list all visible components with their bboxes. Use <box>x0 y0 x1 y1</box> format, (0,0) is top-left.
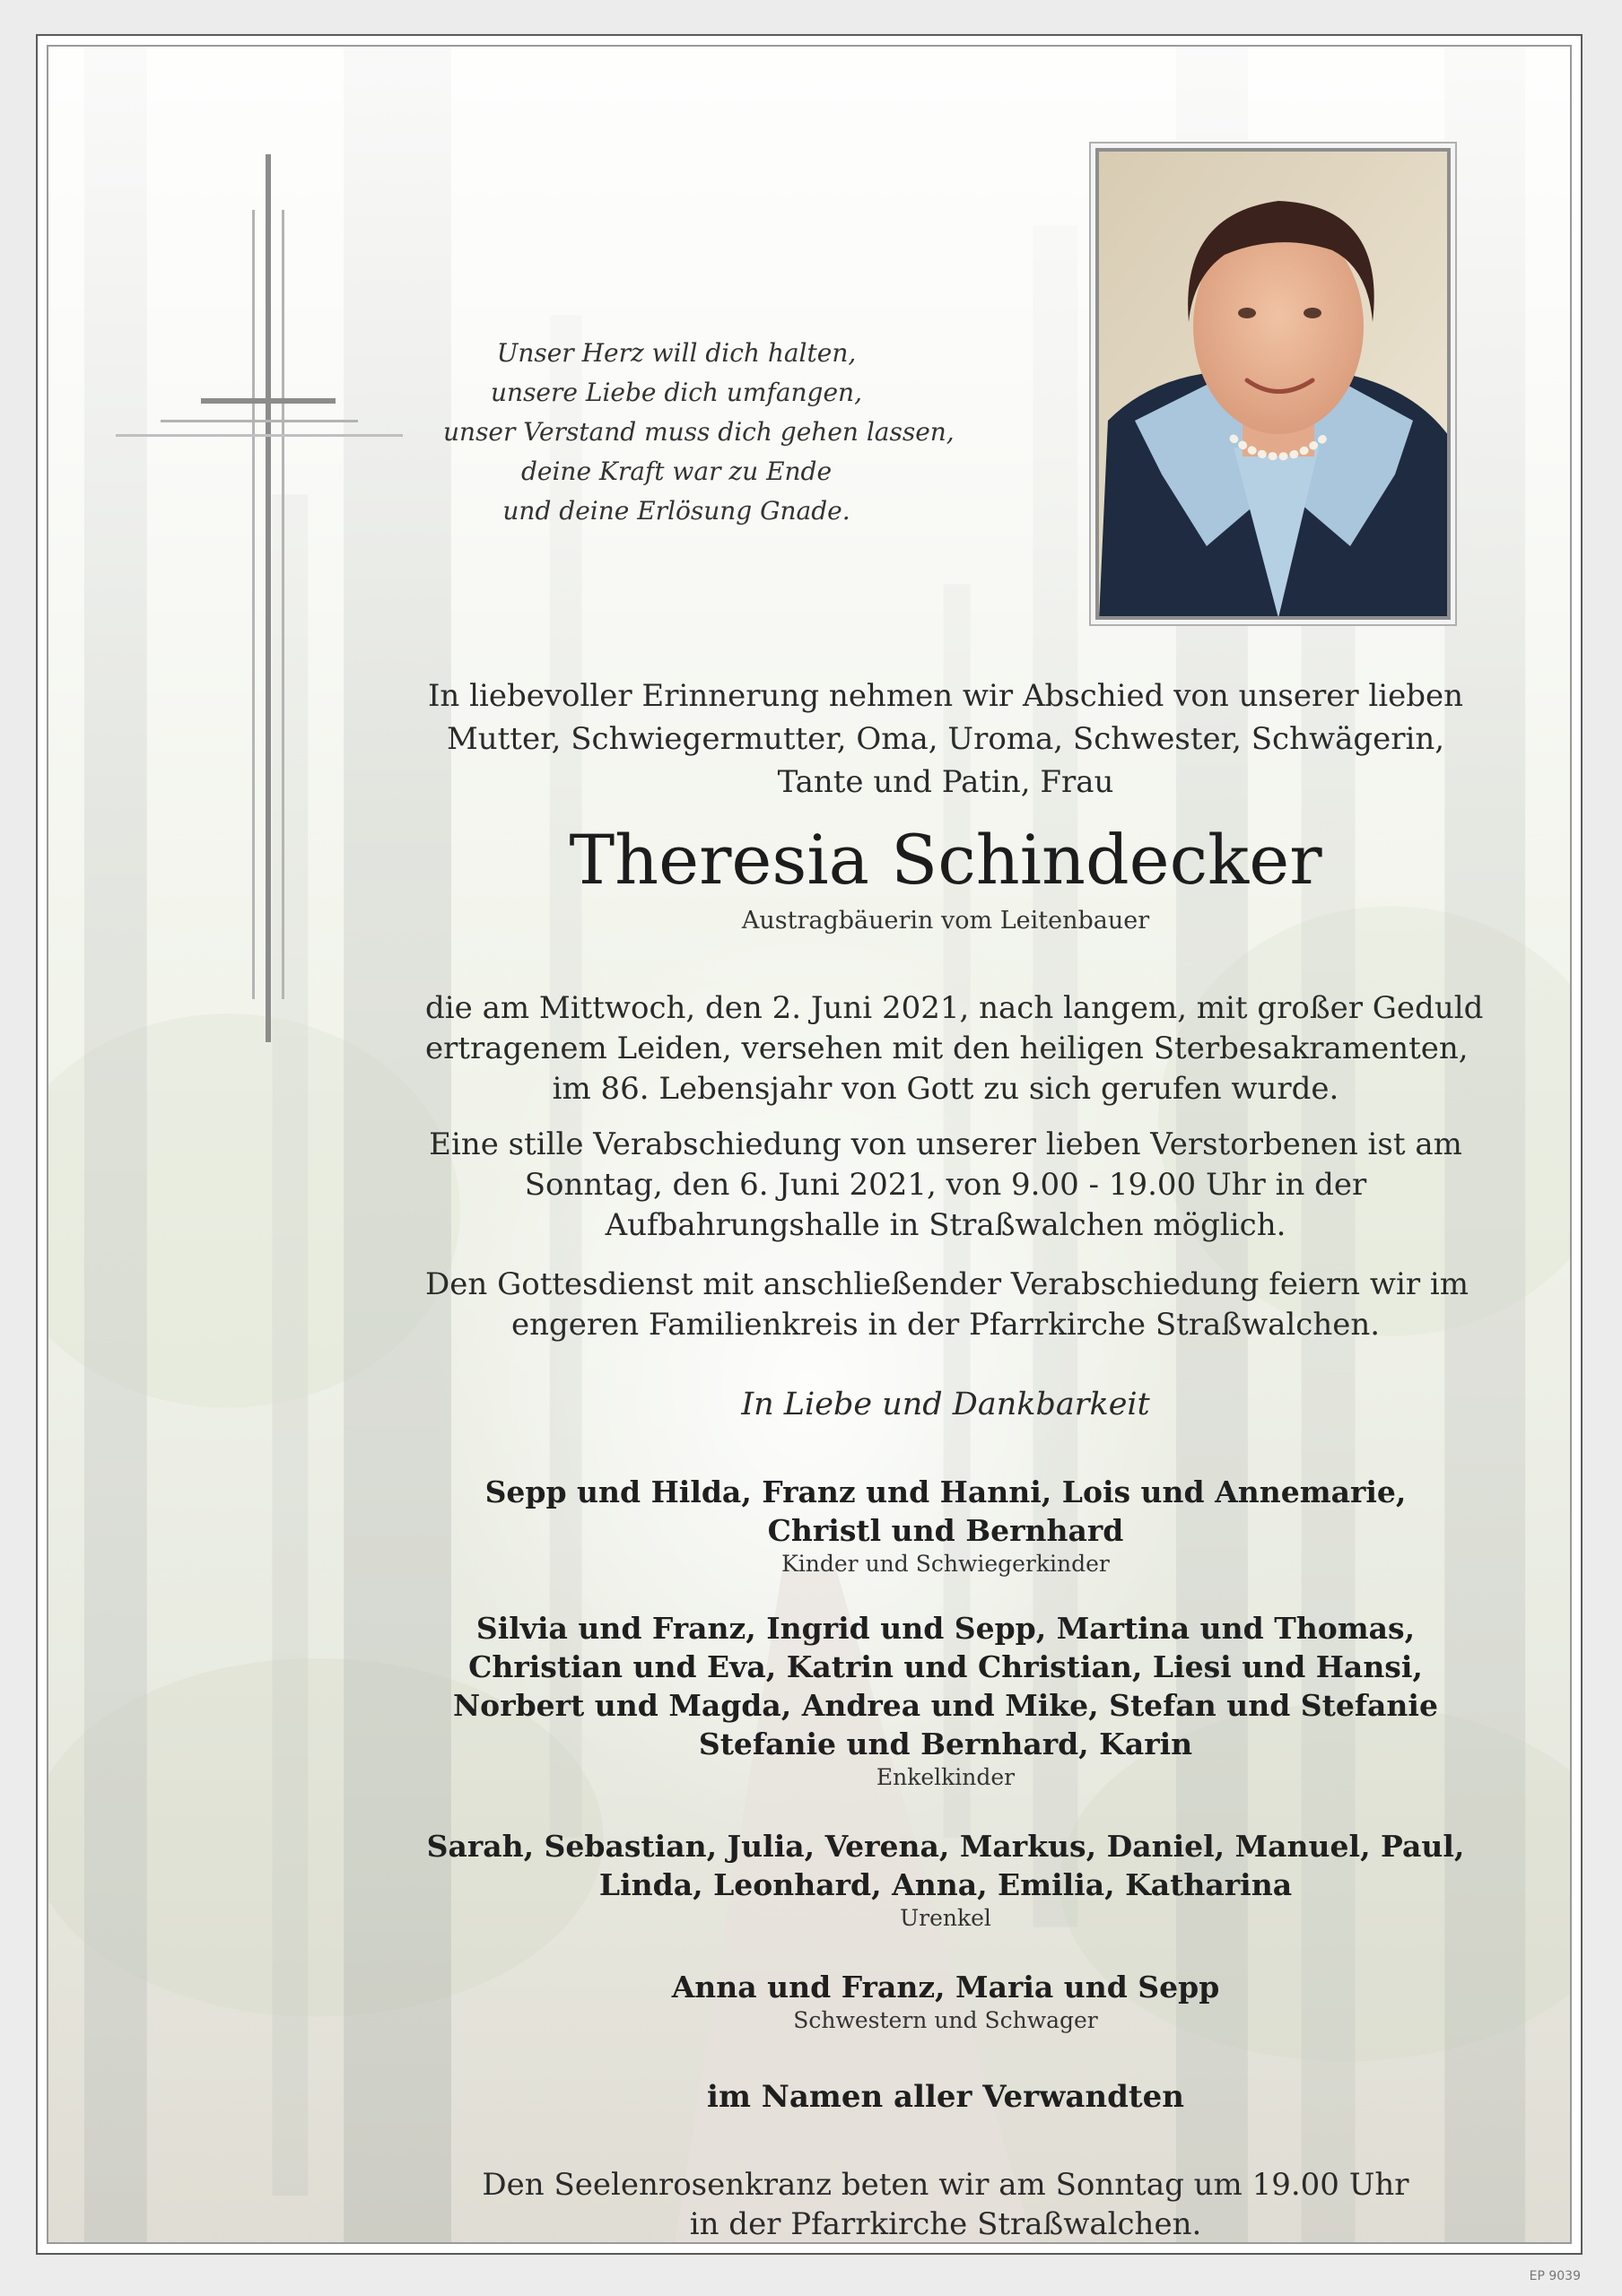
deceased-name: Theresia Schindecker <box>569 820 1322 900</box>
mourner-group-siblings <box>425 1968 1466 2035</box>
mourner-names: Norbert und Magda, Andrea und Mike, Stefan und Stefanie <box>453 1688 1438 1723</box>
obituary-card <box>36 34 1583 2255</box>
mourner-relation: Kinder und Schwiegerkinder <box>781 1551 1110 1577</box>
poem-line: deine Kraft war zu Ende <box>520 457 833 486</box>
mourner-group-great-grandchildren <box>425 1827 1466 1933</box>
cross-icon <box>116 154 403 1051</box>
death-paragraph <box>425 988 1484 1109</box>
paragraph-line: engeren Familienkreis in der Pfarrkirche Straßwalchen. <box>510 1307 1381 1343</box>
poem-line: unsere Liebe dich umfangen, <box>491 378 862 407</box>
paragraph-line: Den Gottesdienst mit anschließender Verabschiedung feiern wir im <box>425 1266 1469 1302</box>
farewell-paragraph <box>425 1125 1466 1246</box>
paragraph-line: im 86. Lebensjahr von Gott zu sich gerufen wurde. <box>552 1071 1339 1107</box>
mourner-relation: Enkelkinder <box>876 1764 1016 1790</box>
poem-line: und deine Erlösung Gnade. <box>502 496 850 526</box>
intro-line: In liebevoller Erinnerung nehmen wir Abschied von unserer lieben <box>427 678 1464 714</box>
mourner-names: Sarah, Sebastian, Julia, Verena, Markus, Daniel, Manuel, Paul, <box>426 1829 1465 1864</box>
intro-text <box>425 674 1466 804</box>
on-behalf-line: im Namen aller Verwandten <box>707 2079 1184 2115</box>
mourner-names: Linda, Leonhard, Anna, Emilia, Katharina <box>598 1867 1293 1902</box>
print-code: EP 9039 <box>1529 2269 1581 2283</box>
deceased-occupation: Austragbäuerin vom Leitenbauer <box>741 907 1150 935</box>
paragraph-line: Eine stille Verabschiedung von unserer lieben Verstorbenen ist am <box>429 1126 1462 1162</box>
mourner-names: Christian und Eva, Katrin und Christian, Liesi und Hansi, <box>468 1649 1423 1684</box>
intro-line: Tante und Patin, Frau <box>777 764 1114 800</box>
paragraph-line: Aufbahrungshalle in Straßwalchen möglich. <box>605 1207 1286 1243</box>
mourner-names: Stefanie und Bernhard, Karin <box>698 1726 1193 1761</box>
mourner-names: Silvia und Franz, Ingrid und Sepp, Martina und Thomas, <box>475 1611 1416 1646</box>
portrait-photo <box>1095 148 1451 620</box>
memorial-poem <box>443 334 955 531</box>
paragraph-line: Sonntag, den 6. Juni 2021, von 9.00 - 19.00 Uhr in der <box>524 1167 1367 1203</box>
rosary-line: Den Seelenrosenkranz beten wir am Sonntag um 19.00 Uhr <box>482 2167 1409 2203</box>
mourner-relation: Schwestern und Schwager <box>793 2007 1098 2033</box>
rosary-notice <box>425 2165 1466 2244</box>
mourner-group-children <box>425 1473 1466 1578</box>
mourner-group-grandchildren <box>425 1609 1466 1792</box>
poem-line: Unser Herz will dich halten, <box>496 338 857 368</box>
rosary-line: in der Pfarrkirche Straßwalchen. <box>689 2206 1202 2242</box>
mourner-names: Anna und Franz, Maria und Sepp <box>671 1970 1220 2005</box>
service-paragraph <box>425 1265 1469 1345</box>
mourner-names: Christl und Bernhard <box>767 1513 1124 1548</box>
intro-line: Mutter, Schwiegermutter, Oma, Uroma, Schwester, Schwägerin, <box>446 721 1445 757</box>
mourner-names: Sepp und Hilda, Franz und Hanni, Lois und Annemarie, <box>484 1474 1407 1509</box>
portrait-frame <box>1089 142 1457 626</box>
paragraph-line: ertragenem Leiden, versehen mit den heiligen Sterbesakramenten, <box>425 1031 1469 1066</box>
inner-border <box>47 45 1572 2244</box>
paragraph-line: die am Mittwoch, den 2. Juni 2021, nach langem, mit großer Geduld <box>425 990 1484 1026</box>
poem-line: unser Verstand muss dich gehen lassen, <box>443 417 955 447</box>
portrait-illustration <box>1099 152 1451 620</box>
mourner-relation: Urenkel <box>900 1905 991 1931</box>
closing-line: In Liebe und Dankbarkeit <box>741 1387 1150 1422</box>
